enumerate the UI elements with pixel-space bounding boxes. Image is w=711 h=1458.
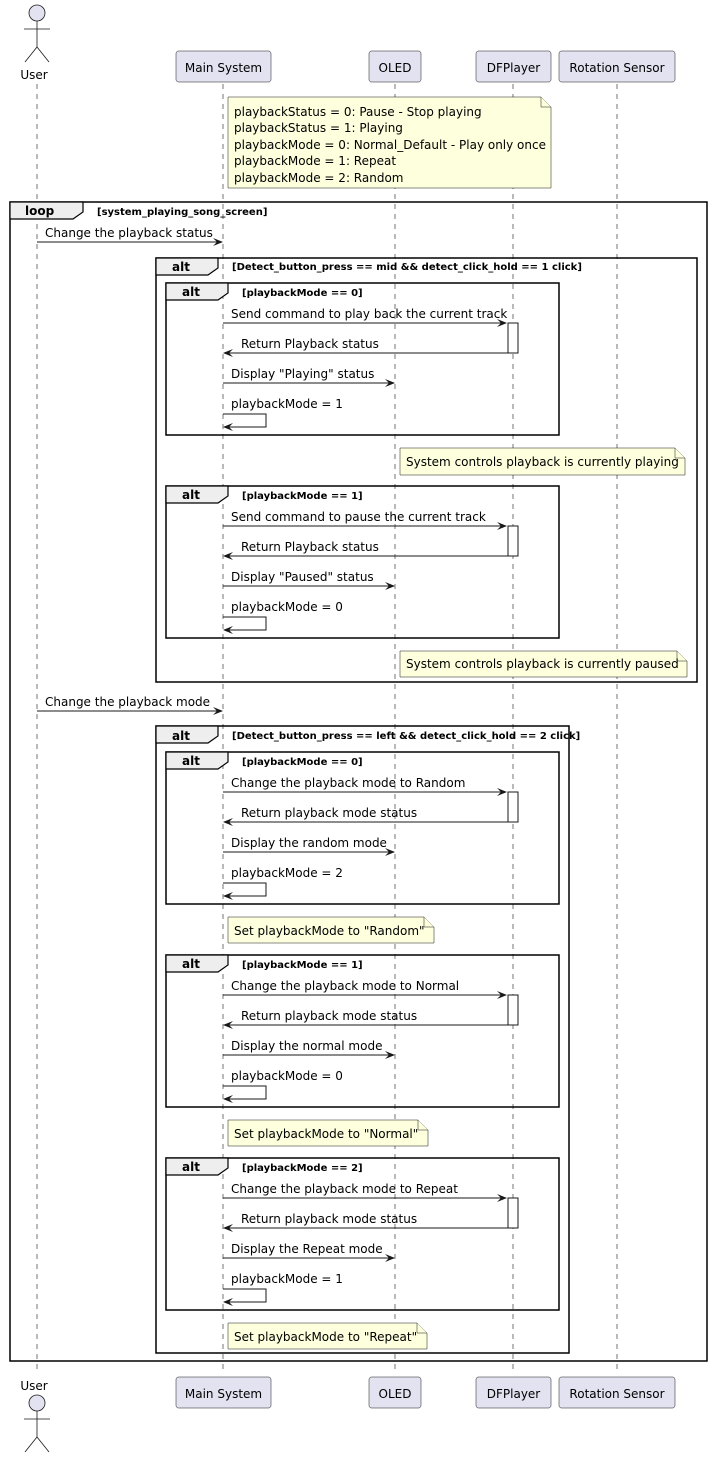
alt-frame-mode-0 — [166, 752, 559, 904]
message-label: Display the random mode — [231, 836, 387, 850]
message-change-playback-mode — [37, 695, 222, 711]
alt-frame-mode-1 — [166, 955, 559, 1107]
message-label: Send command to pause the current track — [231, 510, 486, 524]
participant-label-main-system: Main System — [184, 1387, 263, 1401]
participant-label-user: User — [20, 68, 48, 82]
alt-guard: [playbackMode == 2] — [242, 1163, 363, 1174]
note-paused — [400, 651, 687, 677]
alt-guard: [playbackMode == 0] — [242, 288, 363, 299]
note-random — [228, 917, 434, 943]
message-label: Return Playback status — [241, 540, 379, 554]
top-note — [228, 97, 551, 188]
loop-keyword: loop — [25, 204, 55, 218]
alt-keyword: alt — [182, 488, 200, 502]
message-label: Change the playback mode to Random — [231, 776, 466, 790]
alt-frame-status-mode-0 — [166, 283, 559, 435]
note-text: System controls playback is currently paused — [406, 657, 679, 671]
top-note-line: playbackMode = 2: Random — [234, 171, 404, 185]
participant-oled-top — [369, 51, 421, 82]
message-label: Return Playback status — [241, 337, 379, 351]
message-label: playbackMode = 1 — [231, 1272, 343, 1286]
participant-label-dfplayer: DFPlayer — [486, 61, 541, 75]
alt-keyword: alt — [172, 260, 190, 274]
message-label: Change the playback mode to Normal — [231, 979, 460, 993]
activation-bar — [508, 995, 518, 1025]
participants-top — [20, 5, 675, 82]
message-label: playbackMode = 0 — [231, 600, 343, 614]
participants-bottom — [20, 1377, 675, 1452]
top-note-line: playbackStatus = 1: Playing — [234, 121, 403, 135]
activation-bar — [508, 526, 518, 556]
participant-label-dfplayer: DFPlayer — [486, 1387, 541, 1401]
note-text: Set playbackMode to "Normal" — [234, 1127, 419, 1141]
note-repeat — [228, 1323, 427, 1349]
participant-main-system-top — [176, 51, 271, 82]
note-text: Set playbackMode to "Repeat" — [234, 1330, 418, 1344]
alt-keyword: alt — [182, 754, 200, 768]
participant-label-main-system: Main System — [184, 61, 263, 75]
alt-keyword: alt — [182, 957, 200, 971]
participant-label-oled: OLED — [378, 61, 412, 75]
participant-dfplayer-top — [476, 51, 551, 82]
alt-frame-mode-2 — [166, 1158, 559, 1310]
alt-guard: [Detect_button_press == left && detect_click_hold == 2 click] — [232, 731, 581, 742]
activation-bar — [508, 792, 518, 822]
note-playing — [400, 448, 685, 475]
message-label: Return playback mode status — [241, 1009, 418, 1023]
message-label: Return playback mode status — [241, 1212, 418, 1226]
message-label: Change the playback mode to Repeat — [231, 1182, 458, 1196]
alt-guard: [Detect_button_press == mid && detect_click_hold == 1 click] — [232, 262, 582, 273]
participant-label-rotation-sensor: Rotation Sensor — [569, 1387, 665, 1401]
message-label: Return playback mode status — [241, 806, 418, 820]
activation-bar — [508, 323, 518, 353]
message-label: playbackMode = 1 — [231, 397, 343, 411]
participant-oled-bottom — [369, 1377, 421, 1408]
top-note-line: playbackStatus = 0: Pause - Stop playing — [234, 105, 482, 119]
participant-label-rotation-sensor: Rotation Sensor — [569, 61, 665, 75]
message-label: playbackMode = 2 — [231, 866, 343, 880]
alt-keyword: alt — [182, 285, 200, 299]
note-text: System controls playback is currently playing — [406, 455, 679, 469]
participant-rotation-sensor-bottom — [559, 1377, 675, 1408]
note-text: Set playbackMode to "Random" — [234, 924, 425, 938]
lifelines — [37, 84, 617, 1372]
top-note-line: playbackMode = 0: Normal_Default - Play only once — [234, 138, 546, 152]
alt-guard: [playbackMode == 1] — [242, 491, 363, 502]
actor-head-icon — [29, 1395, 45, 1411]
participant-rotation-sensor-top — [559, 51, 675, 82]
alt-guard: [playbackMode == 0] — [242, 757, 363, 768]
message-label: Display the normal mode — [231, 1039, 383, 1053]
alt-guard: [playbackMode == 1] — [242, 960, 363, 971]
participant-label-oled: OLED — [378, 1387, 412, 1401]
note-normal — [228, 1120, 428, 1146]
alt-keyword: alt — [172, 729, 190, 743]
message-label: Display "Paused" status — [231, 570, 374, 584]
message-change-playback-status — [37, 226, 222, 242]
alt-frame-status-mode-1 — [166, 486, 559, 638]
message-label: playbackMode = 0 — [231, 1069, 343, 1083]
loop-guard: [system_playing_song_screen] — [97, 207, 268, 218]
actor-user-top — [20, 5, 50, 82]
message-label: Change the playback mode — [45, 695, 211, 709]
message-label: Change the playback status — [45, 226, 213, 240]
alt-keyword: alt — [182, 1160, 200, 1174]
participant-label-user: User — [20, 1379, 48, 1393]
top-note-line: playbackMode = 1: Repeat — [234, 154, 397, 168]
message-label: Display the Repeat mode — [231, 1242, 383, 1256]
actor-user-bottom — [20, 1379, 50, 1452]
participant-main-system-bottom — [176, 1377, 271, 1408]
message-label: Display "Playing" status — [231, 367, 375, 381]
participant-dfplayer-bottom — [476, 1377, 551, 1408]
actor-head-icon — [29, 5, 45, 21]
activation-bar — [508, 1198, 518, 1228]
message-label: Send command to play back the current track — [231, 307, 508, 321]
